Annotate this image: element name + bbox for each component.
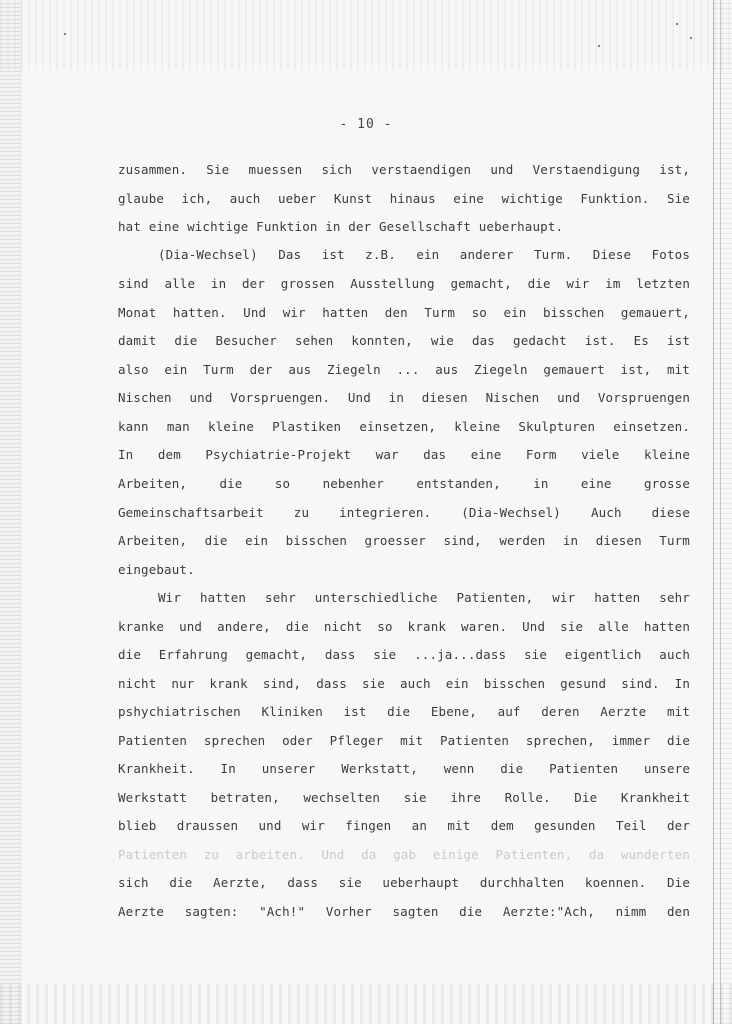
text-line: (Dia-Wechsel) Das ist z.B. ein anderer Turm. Diese Fotos [158, 247, 690, 262]
text-line: zusammen. Sie muessen sich verstaendigen und Verstaendigung ist, [118, 162, 690, 177]
scan-edge-right [713, 0, 732, 1024]
scan-speck [690, 37, 692, 39]
scan-speck [676, 23, 678, 25]
text-line: also ein Turm der aus Ziegeln ... aus Ziegeln gemauert ist, mit [118, 362, 690, 377]
page-number: - 10 - [339, 117, 393, 132]
scan-speck [64, 33, 66, 35]
text-line: eingebaut. [118, 562, 195, 577]
text-line: damit die Besucher sehen konnten, wie das gedacht ist. Es ist [118, 333, 690, 348]
text-line: Arbeiten, die ein bisschen groesser sind, werden in diesen Turm [118, 533, 690, 548]
text-line: Werkstatt betraten, wechselten sie ihre Rolle. Die Krankheit [118, 790, 690, 805]
text-line: glaube ich, auch ueber Kunst hinaus eine wichtige Funktion. Sie [118, 191, 690, 206]
text-line: Arbeiten, die so nebenher entstanden, in eine grosse [118, 476, 690, 491]
text-line: Krankheit. In unserer Werkstatt, wenn die Patienten unsere [118, 761, 690, 776]
text-line-faded: Patienten zu arbeiten. Und da gab einige Patienten, da wunderten [118, 847, 690, 862]
text-line: hat eine wichtige Funktion in der Gesellschaft ueberhaupt. [118, 219, 564, 234]
text-line: Nischen und Vorspruengen. Und in diesen Nischen und Vorspruengen [118, 390, 690, 405]
text-line: die Erfahrung gemacht, dass sie ...ja...dass sie eigentlich auch [118, 647, 690, 662]
text-line: sind alle in der grossen Ausstellung gemacht, die wir im letzten [118, 276, 690, 291]
text-line: In dem Psychiatrie-Projekt war das eine Form viele kleine [118, 447, 690, 462]
scan-noise-top [0, 0, 732, 70]
text-line: kranke und andere, die nicht so krank waren. Und sie alle hatten [118, 619, 690, 634]
text-line: blieb draussen und wir fingen an mit dem gesunden Teil der [118, 818, 690, 833]
scan-speck [598, 45, 600, 47]
text-line: pshychiatrischen Kliniken ist die Ebene, auf deren Aerzte mit [118, 704, 690, 719]
text-line: Gemeinschaftsarbeit zu integrieren. (Dia-Wechsel) Auch diese [118, 505, 690, 520]
text-line: Patienten sprechen oder Pfleger mit Patienten sprechen, immer die [118, 733, 690, 748]
text-line: Monat hatten. Und wir hatten den Turm so ein bisschen gemauert, [118, 305, 690, 320]
text-line: sich die Aerzte, dass sie ueberhaupt durchhalten koennen. Die [118, 875, 690, 890]
text-line: Wir hatten sehr unterschiedliche Patienten, wir hatten sehr [158, 590, 690, 605]
scan-noise-bottom [0, 984, 732, 1024]
text-line: Aerzte sagten: "Ach!" Vorher sagten die Aerzte:"Ach, nimm den [118, 904, 690, 919]
text-line: nicht nur krank sind, dass sie auch ein bisschen gesund sind. In [118, 676, 690, 691]
scan-noise-left [0, 0, 22, 1024]
text-line: kann man kleine Plastiken einsetzen, kleine Skulpturen einsetzen. [118, 419, 690, 434]
